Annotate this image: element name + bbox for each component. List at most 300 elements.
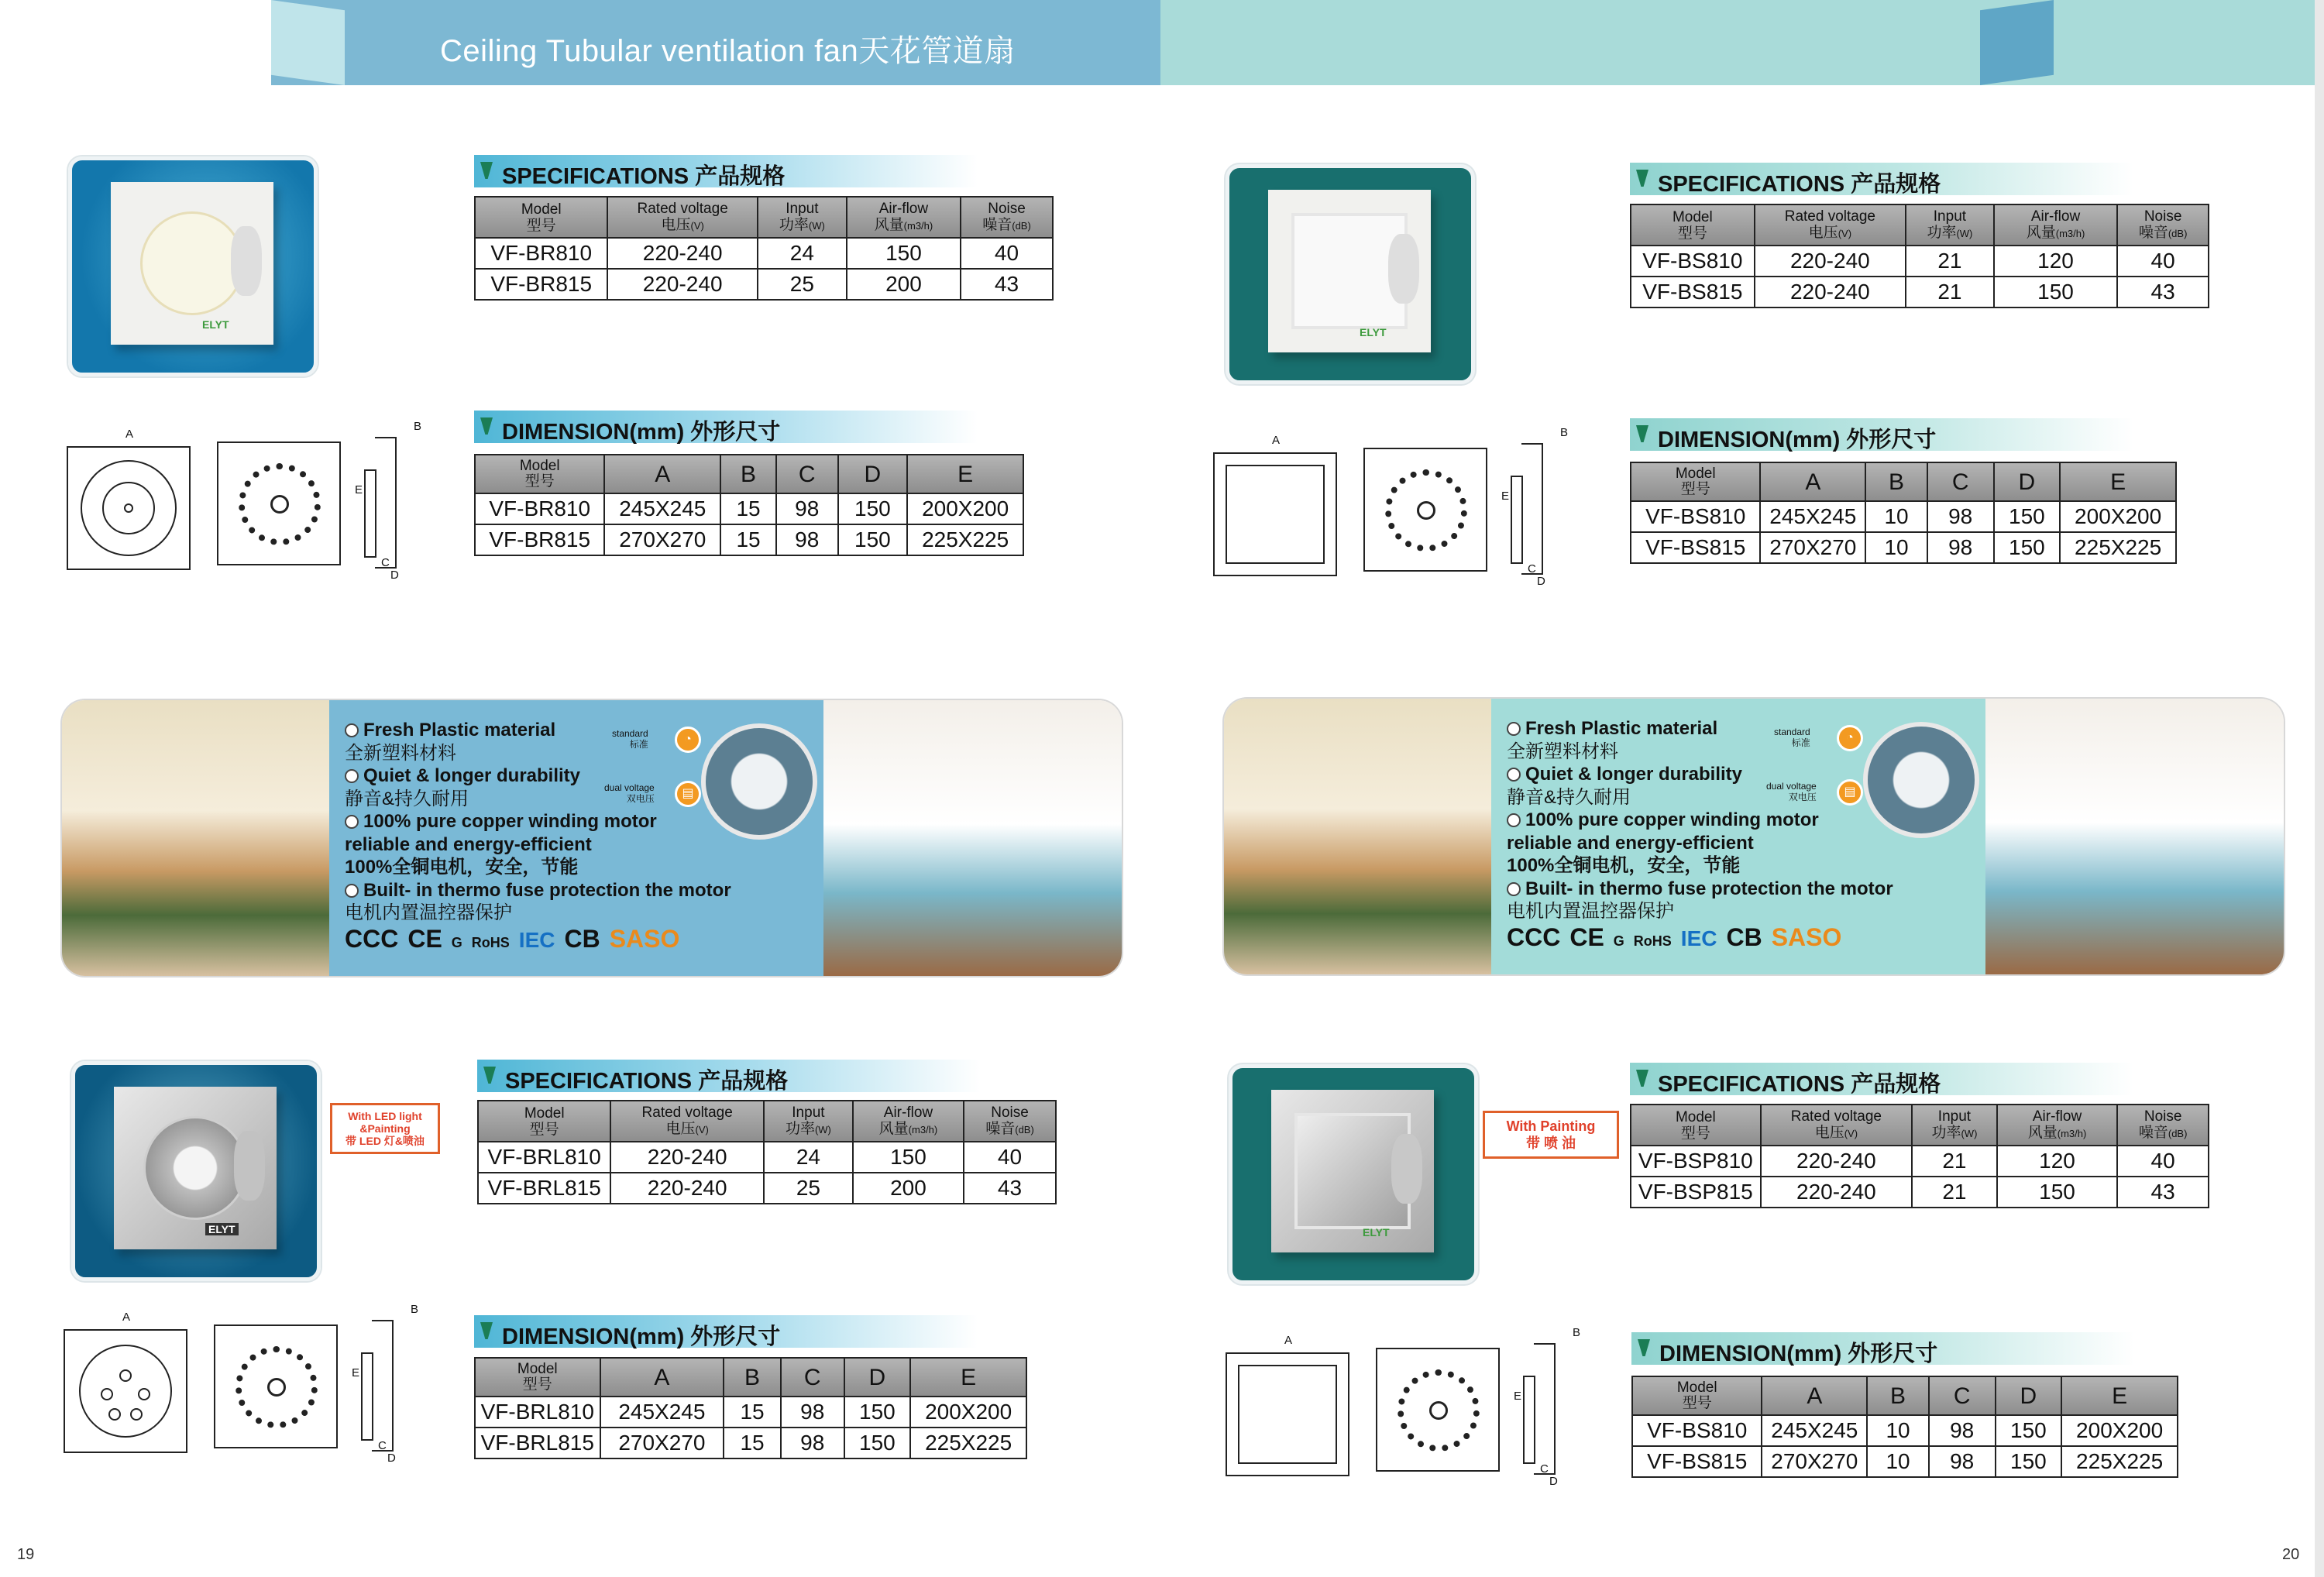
col-input: Input 功率(W) [758, 197, 847, 238]
col-d: D [838, 455, 908, 493]
drawings-brl [64, 1303, 451, 1487]
cell-b: 10 [1867, 1446, 1929, 1477]
callout-line-2: 带 喷 油 [1525, 1136, 1576, 1151]
cert-logos [1507, 923, 1851, 952]
led-painting-callout [330, 1103, 440, 1154]
rear-view [1363, 448, 1487, 572]
cell-voltage: 220-240 [607, 269, 758, 300]
col-model: Model 型号 [478, 1101, 610, 1142]
feature-banner-right [1224, 699, 2284, 974]
dim-label-e: E [1501, 490, 1510, 503]
led-grille [143, 1116, 247, 1220]
cell-voltage: 220-240 [607, 238, 758, 269]
col-model: Model 型号 [1632, 1376, 1762, 1415]
dim-label-b: B [414, 420, 422, 433]
bullet-icon [345, 884, 359, 898]
spec-heading-brl: SPECIFICATIONS 产品规格 [477, 1060, 981, 1092]
cell-b: 10 [1865, 501, 1927, 532]
feature-1-cn: 全新塑料材料 [1507, 740, 1618, 762]
header-fold-left [271, 0, 345, 85]
square-panel [1238, 1365, 1337, 1464]
table-row [475, 269, 1053, 300]
col-c: C [1929, 1376, 1996, 1415]
cell-e: 200X200 [907, 493, 1023, 524]
feature-panel [1491, 699, 1985, 974]
spec-header-row [478, 1101, 1056, 1142]
feature-1-en: Fresh Plastic material [1525, 718, 1718, 739]
ccc-logo: CCC [345, 925, 399, 953]
blower-hub [267, 1378, 286, 1397]
fan-round-grille [140, 211, 244, 315]
table-row [1632, 1446, 2178, 1477]
cell-d: 150 [838, 493, 908, 524]
feature-3-en2: reliable and energy-efficient [1507, 832, 1754, 854]
side-view [372, 1320, 394, 1452]
col-noise: Noise 噪音(dB) [2117, 1105, 2209, 1146]
table-row [475, 1397, 1026, 1428]
cell-input: 21 [1912, 1146, 1997, 1177]
col-voltage: Rated voltage 电压(V) [610, 1101, 764, 1142]
gmark-logo: G [451, 935, 462, 950]
cell-c: 98 [1929, 1415, 1996, 1446]
col-b: B [720, 455, 776, 493]
rear-view [217, 441, 341, 565]
side-view [375, 437, 397, 569]
dim-heading-brl: DIMENSION(mm) 外形尺寸 [474, 1315, 978, 1348]
col-input: Input 功率(W) [1912, 1105, 1997, 1146]
grille-center [124, 503, 133, 513]
product-photo-brl [71, 1061, 321, 1281]
cell-noise: 43 [964, 1173, 1056, 1204]
saso-logo: SASO [1771, 923, 1842, 951]
brand-logo: ELYT [205, 1223, 239, 1235]
table-row [475, 1428, 1026, 1458]
col-b: B [1865, 462, 1927, 501]
cell-model: VF-BRL815 [478, 1173, 610, 1204]
conference-room-photo [1224, 699, 1491, 974]
col-c: C [1927, 462, 1994, 501]
col-e: E [2060, 462, 2176, 501]
conference-room-photo [62, 700, 329, 976]
cell-airflow: 150 [853, 1142, 964, 1173]
cell-model: VF-BS810 [1632, 1415, 1762, 1446]
dim-header-row [1632, 1376, 2178, 1415]
col-voltage: Rated voltage 电压(V) [1755, 204, 1906, 246]
led-dot [130, 1408, 143, 1421]
feature-4-en: Built- in thermo fuse protection the motor [1525, 878, 1893, 899]
standard-icon: ◔ [1837, 725, 1863, 751]
cell-input: 21 [1912, 1177, 1997, 1208]
col-c: C [781, 1358, 844, 1397]
callout-line-3: 带 LED 灯&喷油 [346, 1135, 425, 1147]
drawings-br [67, 420, 454, 604]
ce-logo: CE [1569, 923, 1604, 951]
cell-voltage: 220-240 [1761, 1146, 1912, 1177]
dual-voltage-icon: ▤ [675, 781, 701, 807]
cell-noise: 43 [2117, 277, 2209, 307]
cell-voltage: 220-240 [1755, 246, 1906, 277]
cell-c: 98 [1929, 1446, 1996, 1477]
rear-view [214, 1324, 338, 1448]
led-dot [119, 1369, 132, 1382]
blower-hub [1429, 1401, 1448, 1420]
feature-3-cn: 100%全铜电机，安全，节能 [345, 857, 579, 878]
feature-1-cn: 全新塑料材料 [345, 742, 456, 764]
cell-noise: 43 [2117, 1177, 2209, 1208]
cell-model: VF-BR815 [475, 269, 607, 300]
cell-d: 150 [1994, 501, 2061, 532]
cell-d: 150 [1996, 1446, 2062, 1477]
rohs-logo: RoHS [471, 935, 510, 950]
dim-heading-bsp: DIMENSION(mm) 外形尺寸 [1631, 1332, 2135, 1365]
col-e: E [907, 455, 1023, 493]
spec-heading-bsp: SPECIFICATIONS 产品规格 [1630, 1063, 2133, 1095]
col-d: D [1996, 1376, 2062, 1415]
cell-d: 150 [844, 1397, 911, 1428]
col-voltage: Rated voltage 电压(V) [607, 197, 758, 238]
product-photo-bs [1226, 164, 1475, 384]
cell-a: 270X270 [600, 1428, 724, 1458]
feature-2-cn: 静音&持久耐用 [345, 788, 469, 809]
col-b: B [724, 1358, 781, 1397]
cell-input: 25 [764, 1173, 853, 1204]
table-row [478, 1142, 1056, 1173]
ce-logo: CE [407, 925, 442, 953]
table-row [1631, 1146, 2209, 1177]
dim-table-bs [1630, 462, 2177, 564]
bullet-icon [345, 769, 359, 783]
cell-voltage: 220-240 [610, 1142, 764, 1173]
cell-e: 200X200 [2061, 1415, 2178, 1446]
feature-3-cn: 100%全铜电机，安全，节能 [1507, 855, 1741, 876]
cell-model: VF-BSP810 [1631, 1146, 1761, 1177]
led-dot [108, 1408, 121, 1421]
spec-header-row [475, 197, 1053, 238]
feature-1-en: Fresh Plastic material [363, 720, 556, 740]
spec-table-bs [1630, 204, 2209, 308]
saso-logo: SASO [609, 925, 680, 953]
table-row [1631, 501, 2176, 532]
dim-heading-br: DIMENSION(mm) 外形尺寸 [474, 411, 978, 443]
col-noise: Noise 噪音(dB) [2117, 204, 2209, 246]
table-row [475, 493, 1023, 524]
dim-table-bsp [1631, 1376, 2178, 1478]
cell-noise: 40 [2117, 1146, 2209, 1177]
col-e: E [2061, 1376, 2178, 1415]
motor-image [701, 723, 817, 840]
table-row [1632, 1415, 2178, 1446]
cell-d: 150 [844, 1428, 911, 1458]
brand-logo: ELYT [1363, 1226, 1390, 1239]
cell-voltage: 220-240 [610, 1173, 764, 1204]
cell-d: 150 [1996, 1415, 2062, 1446]
cell-e: 225X225 [2060, 532, 2176, 563]
col-c: C [776, 455, 838, 493]
motor-label-dual: dual voltage 双电压 [1766, 781, 1817, 802]
callout-line-2: &Painting [359, 1122, 411, 1135]
feature-4-cn: 电机内置温控器保护 [345, 902, 512, 923]
cell-input: 21 [1906, 277, 1994, 307]
col-model: Model 型号 [475, 455, 604, 493]
col-model: Model 型号 [1631, 204, 1755, 246]
dining-room-photo [1985, 699, 2284, 974]
feature-list [345, 719, 731, 925]
bullet-icon [345, 815, 359, 829]
table-row [1631, 277, 2209, 307]
cell-a: 245X245 [604, 493, 720, 524]
brand-logo: ELYT [202, 318, 229, 331]
bullet-icon [345, 723, 359, 737]
cell-d: 150 [838, 524, 908, 555]
square-panel [1226, 465, 1325, 564]
fan-duct [1388, 234, 1419, 304]
side-view [1534, 1343, 1556, 1475]
spec-heading-br: SPECIFICATIONS 产品规格 [474, 155, 978, 187]
feature-2-cn: 静音&持久耐用 [1507, 786, 1631, 808]
dim-label-c: C [1528, 562, 1536, 575]
cell-a: 270X270 [1762, 1446, 1867, 1477]
col-a: A [600, 1358, 724, 1397]
dim-label-c: C [378, 1439, 387, 1452]
spec-table-bsp [1630, 1104, 2209, 1208]
fan-duct [234, 1131, 265, 1201]
cell-noise: 43 [961, 269, 1053, 300]
dim-header-row [475, 1358, 1026, 1397]
feature-banner-left [62, 700, 1122, 976]
col-airflow: Air-flow 风量(m3/h) [853, 1101, 964, 1142]
col-model: Model 型号 [475, 197, 607, 238]
grille-ring-outer [79, 1345, 172, 1438]
cell-model: VF-BRL815 [475, 1428, 600, 1458]
cell-airflow: 200 [853, 1173, 964, 1204]
drawings-bsp [1226, 1326, 1613, 1510]
page-number-left: 19 [17, 1546, 35, 1563]
feature-2-en: Quiet & longer durability [363, 765, 581, 786]
table-row [478, 1173, 1056, 1204]
spec-heading-bs: SPECIFICATIONS 产品规格 [1630, 163, 2133, 195]
dim-table-br [474, 454, 1024, 556]
cell-c: 98 [1927, 501, 1994, 532]
cell-model: VF-BS815 [1632, 1446, 1762, 1477]
dim-label-b: B [411, 1303, 419, 1316]
feature-4-cn: 电机内置温控器保护 [1507, 901, 1674, 922]
dining-room-photo [823, 700, 1122, 976]
cell-b: 15 [724, 1428, 781, 1458]
cell-c: 98 [781, 1397, 844, 1428]
feature-panel [329, 700, 823, 976]
cell-input: 25 [758, 269, 847, 300]
cell-airflow: 150 [1994, 277, 2117, 307]
col-model: Model 型号 [475, 1358, 600, 1397]
cell-c: 98 [776, 493, 838, 524]
page-spine [2315, 0, 2324, 1577]
col-airflow: Air-flow 风量(m3/h) [1994, 204, 2117, 246]
col-model: Model 型号 [1631, 462, 1760, 501]
cell-airflow: 150 [847, 238, 961, 269]
page-number-right: 20 [2282, 1546, 2300, 1563]
cell-airflow: 150 [1997, 1177, 2117, 1208]
bullet-icon [1507, 882, 1521, 896]
brand-logo: ELYT [1360, 326, 1387, 338]
cell-noise: 40 [961, 238, 1053, 269]
iec-logo: IEC [518, 928, 555, 952]
cell-model: VF-BRL810 [478, 1142, 610, 1173]
front-view-square [1213, 452, 1337, 576]
cb-logo: CB [564, 925, 600, 953]
col-d: D [1994, 462, 2061, 501]
dim-label-e: E [352, 1366, 360, 1379]
cell-model: VF-BR810 [475, 493, 604, 524]
cell-model: VF-BS815 [1631, 532, 1760, 563]
cell-b: 15 [720, 524, 776, 555]
cell-model: VF-BR810 [475, 238, 607, 269]
table-row [475, 524, 1023, 555]
cell-b: 15 [720, 493, 776, 524]
dim-label-b: B [1573, 1326, 1581, 1339]
cell-model: VF-BRL810 [475, 1397, 600, 1428]
fan-duct [1391, 1134, 1422, 1204]
standard-icon: ◔ [675, 727, 701, 753]
cell-a: 270X270 [604, 524, 720, 555]
table-row [475, 238, 1053, 269]
cell-input: 24 [758, 238, 847, 269]
ccc-logo: CCC [1507, 923, 1561, 951]
header-fold-right [1980, 0, 2054, 85]
col-model: Model 型号 [1631, 1105, 1761, 1146]
product-photo-br [68, 156, 318, 376]
front-view-led [64, 1329, 187, 1453]
cell-input: 24 [764, 1142, 853, 1173]
dim-header-row [1631, 462, 2176, 501]
cell-e: 225X225 [910, 1428, 1026, 1458]
col-noise: Noise 噪音(dB) [961, 197, 1053, 238]
cell-model: VF-BSP815 [1631, 1177, 1761, 1208]
blower-hub [270, 495, 289, 514]
cell-c: 98 [781, 1428, 844, 1458]
cell-input: 21 [1906, 246, 1994, 277]
cell-voltage: 220-240 [1755, 277, 1906, 307]
dim-label-a: A [125, 428, 134, 441]
dim-label-d: D [1549, 1475, 1558, 1488]
feature-list [1507, 717, 1893, 923]
feature-2-en: Quiet & longer durability [1525, 764, 1743, 785]
cell-e: 200X200 [910, 1397, 1026, 1428]
motor-label-standard: standard 标准 [1774, 727, 1810, 748]
dim-label-c: C [1540, 1462, 1549, 1476]
callout-line-1: With LED light [348, 1110, 422, 1122]
spec-table-br [474, 196, 1054, 301]
col-input: Input 功率(W) [1906, 204, 1994, 246]
dual-voltage-icon: ▤ [1837, 779, 1863, 806]
product-photo-bsp [1229, 1064, 1478, 1284]
motor-label-standard: standard 标准 [612, 728, 648, 750]
motor-label-dual: dual voltage 双电压 [604, 782, 655, 804]
bullet-icon [1507, 722, 1521, 736]
dim-heading-bs: DIMENSION(mm) 外形尺寸 [1630, 418, 2133, 451]
col-e: E [910, 1358, 1026, 1397]
table-row [1631, 246, 2209, 277]
callout-line-1: With Painting [1506, 1118, 1596, 1134]
cell-e: 225X225 [907, 524, 1023, 555]
gmark-logo: G [1613, 933, 1624, 949]
feature-3-en: 100% pure copper winding motor [1525, 809, 1819, 830]
spec-header-row [1631, 1105, 2209, 1146]
cell-a: 245X245 [1760, 501, 1865, 532]
cell-airflow: 200 [847, 269, 961, 300]
bullet-icon [1507, 768, 1521, 782]
dim-label-a: A [1284, 1334, 1293, 1347]
cell-b: 10 [1865, 532, 1927, 563]
bullet-icon [1507, 813, 1521, 827]
dim-label-d: D [387, 1452, 396, 1465]
col-airflow: Air-flow 风量(m3/h) [1997, 1105, 2117, 1146]
front-view-round [67, 446, 191, 570]
motor-image [1863, 722, 1979, 838]
spec-header-row [1631, 204, 2209, 246]
front-view-square [1226, 1352, 1349, 1476]
spec-table-brl [477, 1100, 1057, 1204]
cell-b: 15 [724, 1397, 781, 1428]
col-a: A [604, 455, 720, 493]
cell-a: 245X245 [1762, 1415, 1867, 1446]
cell-model: VF-BS810 [1631, 501, 1760, 532]
table-row [1631, 532, 2176, 563]
dim-header-row [475, 455, 1023, 493]
cell-c: 98 [1927, 532, 1994, 563]
col-b: B [1867, 1376, 1929, 1415]
cell-d: 150 [1994, 532, 2061, 563]
col-input: Input 功率(W) [764, 1101, 853, 1142]
page-title: Ceiling Tubular ventilation fan天花管道扇 [440, 34, 1016, 68]
dim-label-d: D [1537, 575, 1545, 588]
dim-label-d: D [390, 569, 399, 582]
col-airflow: Air-flow 风量(m3/h) [847, 197, 961, 238]
painting-callout [1483, 1111, 1619, 1159]
cell-airflow: 120 [1997, 1146, 2117, 1177]
cell-airflow: 120 [1994, 246, 2117, 277]
side-view [1521, 443, 1543, 575]
table-row [1631, 1177, 2209, 1208]
col-voltage: Rated voltage 电压(V) [1761, 1105, 1912, 1146]
rear-view [1376, 1348, 1500, 1472]
dim-label-b: B [1560, 426, 1569, 439]
dim-label-a: A [122, 1311, 131, 1324]
feature-3-en: 100% pure copper winding motor [363, 811, 657, 832]
feature-3-en2: reliable and energy-efficient [345, 833, 592, 855]
rohs-logo: RoHS [1633, 933, 1672, 949]
cell-model: VF-BR815 [475, 524, 604, 555]
dim-label-e: E [355, 483, 363, 496]
iec-logo: IEC [1680, 926, 1717, 950]
dim-label-a: A [1272, 434, 1281, 447]
col-noise: Noise 噪音(dB) [964, 1101, 1056, 1142]
blower-hub [1417, 501, 1435, 520]
col-d: D [844, 1358, 911, 1397]
cell-voltage: 220-240 [1761, 1177, 1912, 1208]
cell-e: 200X200 [2060, 501, 2176, 532]
led-dot [101, 1388, 113, 1400]
cb-logo: CB [1726, 923, 1762, 951]
cell-a: 270X270 [1760, 532, 1865, 563]
led-dot [138, 1388, 150, 1400]
cell-noise: 40 [2117, 246, 2209, 277]
col-a: A [1760, 462, 1865, 501]
cell-c: 98 [776, 524, 838, 555]
dim-label-c: C [381, 556, 390, 569]
cell-a: 245X245 [600, 1397, 724, 1428]
cell-model: VF-BS815 [1631, 277, 1755, 307]
cert-logos [345, 925, 689, 953]
